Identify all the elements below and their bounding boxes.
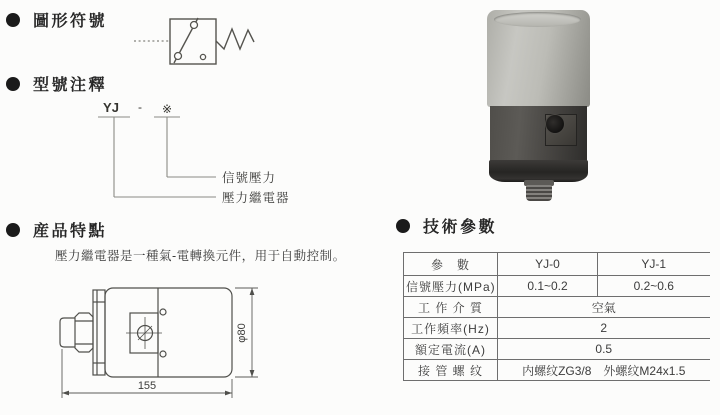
contact-circle-common xyxy=(175,53,182,60)
row-label: 信號壓力(MPa) xyxy=(404,276,498,297)
row-value: 空氣 xyxy=(498,297,710,318)
row-value-yj1: 0.2~0.6 xyxy=(598,276,710,297)
arrowhead-up-icon xyxy=(250,288,255,295)
pressure-switch-symbol xyxy=(132,16,262,71)
heading-product-features: 産品特點 xyxy=(33,223,108,240)
technical-parameters-table xyxy=(403,252,710,381)
model-star: ※ xyxy=(161,102,173,116)
table-row xyxy=(404,318,710,339)
photo-cable-boss xyxy=(545,114,577,146)
section-bullet-icon xyxy=(6,223,20,237)
section-bullet-icon xyxy=(6,13,20,27)
row-label: 接 管 螺 纹 xyxy=(404,360,498,381)
row-value: 0.5 xyxy=(498,339,710,360)
table-header-row xyxy=(404,253,710,276)
section-technical-parameters-heading xyxy=(396,214,497,237)
row-value: 2 xyxy=(498,318,710,339)
row-value-yj0: 0.1~0.2 xyxy=(498,276,598,297)
table-row xyxy=(404,276,710,297)
outline-drawing xyxy=(55,283,265,403)
dim-length-label: 155 xyxy=(137,380,157,392)
arrowhead-left-icon xyxy=(62,391,69,396)
contact-circle-top xyxy=(191,22,198,29)
product-features-text: 壓力繼電器是一種氣-電轉換元件，用于自動控制。 xyxy=(55,249,346,263)
heading-model-notation: 型號注釋 xyxy=(33,77,108,94)
photo-base-ring xyxy=(489,160,588,182)
contact-circle-open xyxy=(200,54,205,59)
drawing-hex-nut xyxy=(75,313,93,352)
table-row xyxy=(404,339,710,360)
model-dash: - xyxy=(138,100,142,114)
model-prefix: YJ xyxy=(103,100,119,115)
arrowhead-down-icon xyxy=(250,370,255,377)
photo-threaded-stud xyxy=(526,185,552,201)
drawing-body xyxy=(105,288,232,377)
section-bullet-icon xyxy=(396,219,410,233)
photo-cable-hole xyxy=(546,115,564,133)
section-bullet-icon xyxy=(6,77,20,91)
section-model-notation-heading xyxy=(6,72,107,95)
row-label: 工作頻率(Hz) xyxy=(404,318,498,339)
header-param: 參 數 xyxy=(404,253,498,276)
label-pressure-relay: 壓力繼電器 xyxy=(222,191,290,205)
heading-graphic-symbol: 圖形符號 xyxy=(33,13,108,30)
arrowhead-right-icon xyxy=(225,391,232,396)
product-photo xyxy=(486,10,591,202)
dim-diameter-label: φ80 xyxy=(236,323,248,343)
photo-top-face xyxy=(494,12,581,27)
drawing-screw-bottom xyxy=(160,351,166,357)
section-product-features-heading xyxy=(6,218,107,241)
table-row xyxy=(404,360,710,381)
spring-zigzag-icon xyxy=(216,29,254,49)
header-yj0: YJ-0 xyxy=(498,253,598,276)
row-value: 内螺纹ZG3/8 外螺纹M24x1.5 xyxy=(498,360,710,381)
section-graphic-symbol-heading xyxy=(6,8,107,31)
header-yj1: YJ-1 xyxy=(598,253,710,276)
drawing-flange xyxy=(93,290,105,375)
heading-technical-parameters: 技術參數 xyxy=(423,219,498,236)
row-label: 工 作 介 質 xyxy=(404,297,498,318)
drawing-stud xyxy=(60,318,75,347)
row-label: 額定電流(A) xyxy=(404,339,498,360)
label-signal-pressure: 信號壓力 xyxy=(222,171,277,185)
drawing-screw-top xyxy=(160,309,166,315)
table-row xyxy=(404,297,710,318)
model-code-diagram xyxy=(90,98,305,210)
